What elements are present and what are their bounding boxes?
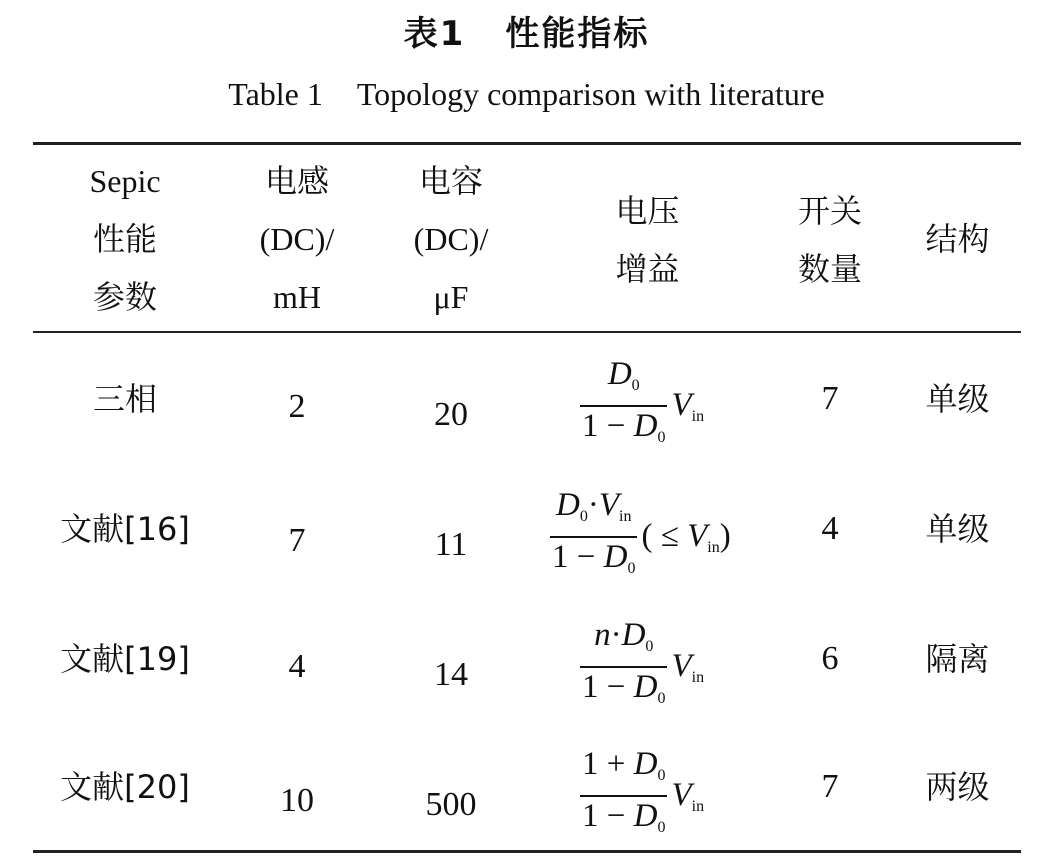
table-title-en xyxy=(0,76,1053,113)
row2-voltage-gain: $\frac{D_0\cdot V_{in}}{1 - D_0}$ ( ≤ $V_{in}$) xyxy=(550,486,731,588)
row3-name: 文献[19] xyxy=(60,640,190,678)
row1-name: 三相 xyxy=(92,380,157,418)
row2-name: 文献[16] xyxy=(60,510,190,548)
row3-voltage-gain: $\frac{n\cdot D_0}{1 - D_0}$ $V_{in}$ xyxy=(580,616,704,718)
header-rule xyxy=(33,331,1021,333)
row3-gain-fraction: $\frac{n\cdot D_0}{1 - D_0}$ xyxy=(582,617,666,707)
row4-name: 文献[20] xyxy=(60,768,190,806)
table-label-en: Table 1 xyxy=(228,76,323,112)
row3-switches: 6 xyxy=(821,640,839,677)
top-rule xyxy=(33,142,1021,145)
row1-switches: 7 xyxy=(821,380,839,417)
row2-inductance: 7 xyxy=(288,522,306,559)
header-col-voltage-gain: 电压 增益 xyxy=(615,192,680,288)
row4-structure: 两级 xyxy=(925,768,990,806)
table-title-text-en: Topology comparison with literature xyxy=(356,76,825,112)
row4-voltage-gain: $\frac{1 + D_0}{1 - D_0}$ $V_{in}$ xyxy=(580,745,704,847)
row3-inductance: 4 xyxy=(288,648,306,685)
row4-switches: 7 xyxy=(821,768,839,805)
table-label-cn: 表1 xyxy=(403,14,466,54)
header-col-structure: 结构 xyxy=(925,220,990,258)
row2-capacitance: 11 xyxy=(434,526,468,563)
header-col-inductance: 电感 (DC)/ mH xyxy=(259,162,335,315)
row1-capacitance: 20 xyxy=(434,396,468,433)
row3-structure: 隔离 xyxy=(925,640,990,678)
table-title-cn xyxy=(0,6,1053,55)
row2-switches: 4 xyxy=(821,510,839,547)
row1-voltage-gain: $\frac{D_0}{1 - D_0}$ $V_{in}$ xyxy=(580,355,704,457)
row2-gain-fraction: $\frac{D_0\cdot V_{in}}{1 - D_0}$ xyxy=(552,487,636,577)
row1-inductance: 2 xyxy=(288,388,306,425)
header-col-params: Sepic 性能 参数 xyxy=(89,163,161,316)
row2-structure: 单级 xyxy=(925,510,990,548)
header-col-capacitance: 电容 (DC)/ μF xyxy=(413,162,489,315)
row1-structure: 单级 xyxy=(925,380,990,418)
row4-gain-fraction: $\frac{1 + D_0}{1 - D_0}$ xyxy=(582,746,666,836)
row3-capacitance: 14 xyxy=(434,656,468,693)
table-title-text-cn: 性能指标 xyxy=(505,14,650,54)
row4-inductance: 10 xyxy=(280,782,314,819)
header-col-switch-count: 开关 数量 xyxy=(797,192,862,288)
row4-capacitance: 500 xyxy=(425,786,477,823)
row1-gain-fraction: $\frac{D_0}{1 - D_0}$ xyxy=(582,356,666,446)
bottom-rule xyxy=(33,850,1021,853)
